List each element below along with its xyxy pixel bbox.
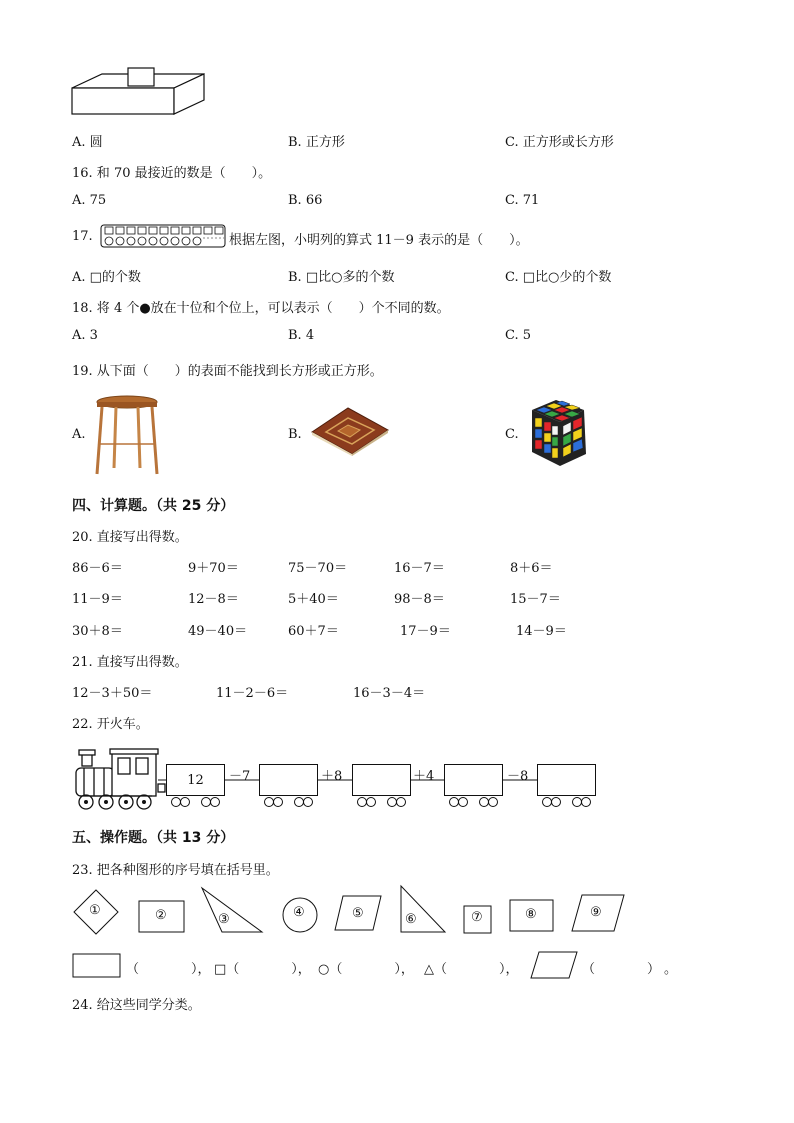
train-start-number: 12 bbox=[187, 773, 204, 788]
q17-number: 17. bbox=[72, 229, 93, 244]
box-with-cube-figure bbox=[70, 66, 210, 118]
shape-label-3: ③ bbox=[218, 912, 230, 927]
shape-label-9: ⑨ bbox=[590, 905, 602, 920]
train-op-2: ＋8 bbox=[321, 769, 343, 784]
q16-question: 16. 和 70 最接近的数是（ ）。 bbox=[72, 166, 272, 181]
section-5-heading: 五、操作题。（共 13 分） bbox=[72, 830, 235, 846]
q19-question: 19. 从下面（ ）的表面不能找到长方形或正方形。 bbox=[72, 364, 383, 379]
q17-option-c[interactable]: C. □比○少的个数 bbox=[505, 270, 612, 285]
q20-cell: 15－7＝ bbox=[510, 592, 561, 607]
q20-cell: 5＋40＝ bbox=[288, 592, 339, 607]
train-op-4: －8 bbox=[507, 769, 529, 784]
answer-rectangles[interactable]: （ ）， bbox=[126, 962, 211, 977]
book-image bbox=[310, 406, 390, 456]
q16-option-c[interactable]: C. 71 bbox=[505, 193, 540, 208]
train-op-3: ＋4 bbox=[413, 769, 435, 784]
q20-cell: 14－9＝ bbox=[516, 624, 567, 639]
shape-label-2: ② bbox=[155, 908, 167, 923]
q17-option-a[interactable]: A. □的个数 bbox=[72, 270, 141, 285]
q21-item: 11－2－6＝ bbox=[216, 686, 289, 701]
shape-label-1: ① bbox=[89, 903, 101, 918]
stool-image bbox=[92, 394, 162, 476]
q18-option-b[interactable]: B. 4 bbox=[288, 328, 315, 343]
q20-cell: 9＋70＝ bbox=[188, 561, 239, 576]
answer-circles[interactable]: ○（ ）， bbox=[318, 962, 414, 977]
shape-label-8: ⑧ bbox=[525, 907, 537, 922]
rubiks-cube-image bbox=[526, 398, 590, 470]
answer-parallelograms[interactable]: （ ） bbox=[582, 962, 661, 977]
q19-option-b[interactable]: B. bbox=[288, 427, 302, 442]
q15-option-b[interactable]: B. 正方形 bbox=[288, 135, 345, 150]
q16-option-b[interactable]: B. 66 bbox=[288, 193, 323, 208]
q24-title: 24. 给这些同学分类。 bbox=[72, 998, 201, 1013]
shape-3-triangle bbox=[200, 886, 264, 934]
q18-question: 18. 将 4 个●放在十位和个位上，可以表示（ ）个不同的数。 bbox=[72, 301, 450, 316]
rectangle-symbol-icon bbox=[72, 953, 122, 979]
q18-option-a[interactable]: A. 3 bbox=[72, 328, 98, 343]
section-4-heading: 四、计算题。（共 25 分） bbox=[72, 498, 235, 514]
shape-label-5: ⑤ bbox=[352, 906, 364, 921]
squares-circles-figure bbox=[100, 224, 230, 248]
answer-line-end-mark: 。 bbox=[664, 962, 678, 977]
q20-cell: 98－8＝ bbox=[394, 592, 445, 607]
q22-title: 22. 开火车。 bbox=[72, 717, 149, 732]
q17-question: 根据左图，小明列的算式 11－9 表示的是（ ）。 bbox=[229, 233, 529, 248]
q20-cell: 17－9＝ bbox=[400, 624, 451, 639]
q20-cell: 49－40＝ bbox=[188, 624, 248, 639]
q20-cell: 16－7＝ bbox=[394, 561, 445, 576]
q15-option-a[interactable]: A. 圆 bbox=[72, 135, 103, 150]
q16-option-a[interactable]: A. 75 bbox=[72, 193, 107, 208]
shape-label-7: ⑦ bbox=[471, 910, 483, 925]
q20-cell: 8＋6＝ bbox=[510, 561, 553, 576]
q15-option-c[interactable]: C. 正方形或长方形 bbox=[505, 135, 614, 150]
q23-title: 23. 把各种图形的序号填在括号里。 bbox=[72, 863, 279, 878]
q21-item: 12－3＋50＝ bbox=[72, 686, 153, 701]
q19-option-a[interactable]: A. bbox=[72, 427, 86, 442]
shape-label-6: ⑥ bbox=[405, 912, 417, 927]
q20-cell: 12－8＝ bbox=[188, 592, 239, 607]
q20-cell: 60＋7＝ bbox=[288, 624, 339, 639]
q20-cell: 75－70＝ bbox=[288, 561, 348, 576]
q17-option-b[interactable]: B. □比○多的个数 bbox=[288, 270, 395, 285]
train-couplers-and-wheels bbox=[150, 760, 610, 810]
q19-option-c[interactable]: C. bbox=[505, 427, 519, 442]
answer-triangles[interactable]: △（ ）， bbox=[424, 962, 519, 977]
parallelogram-symbol-icon bbox=[529, 950, 579, 980]
q21-item: 16－3－4＝ bbox=[353, 686, 426, 701]
answer-squares[interactable]: □（ ）， bbox=[214, 962, 311, 977]
q18-option-c[interactable]: C. 5 bbox=[505, 328, 532, 343]
train-op-1: －7 bbox=[229, 769, 251, 784]
q21-title: 21. 直接写出得数。 bbox=[72, 655, 188, 670]
q20-cell: 30＋8＝ bbox=[72, 624, 123, 639]
q20-cell: 11－9＝ bbox=[72, 592, 123, 607]
q20-cell: 86－6＝ bbox=[72, 561, 123, 576]
shape-label-4: ④ bbox=[293, 905, 305, 920]
q20-title: 20. 直接写出得数。 bbox=[72, 530, 188, 545]
